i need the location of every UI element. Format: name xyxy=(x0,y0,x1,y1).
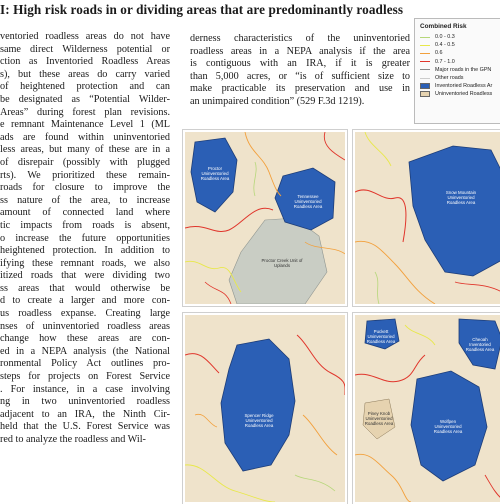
left-column-line: roads for closure to improve the xyxy=(0,182,170,194)
map-panel-3 xyxy=(183,313,347,504)
left-column-line: red to analyze the roadless and Wil- xyxy=(0,434,146,445)
left-column-line: change how these areas are con- xyxy=(0,333,170,345)
left-column-line: ads are found within uninventoried xyxy=(0,131,170,143)
legend-item xyxy=(420,33,500,41)
left-column-line: steps for projects on Forest Service xyxy=(0,371,170,383)
legend-item xyxy=(420,49,500,57)
legend-line-swatch xyxy=(420,69,430,70)
map-2-label-1: Snow Mountain Uninventoried Roadless Area xyxy=(445,190,477,205)
map-4-label-4: Wolfpen Uninventoried Roadless Area xyxy=(433,419,463,434)
left-column-line: of heightened protection and can xyxy=(0,81,170,93)
left-column-line: . For instance, in a case involving xyxy=(0,383,170,395)
map-panel-1 xyxy=(183,130,347,306)
middle-column-line: an unimpaired condition” (529 F.3d 1219). xyxy=(190,95,365,107)
map-4-label-1: Puckett Uninventoried Roadless Area xyxy=(366,329,396,344)
legend-area-swatch xyxy=(420,91,430,97)
legend-item xyxy=(420,90,500,98)
left-column-line: ss nature of the area, to increase xyxy=(0,194,170,206)
left-text-column xyxy=(0,31,170,447)
map-1-graphic xyxy=(185,132,345,304)
left-column-line: ifying these remnant roads, we also xyxy=(0,257,170,269)
map-1-label-2: Tennessee Uninventoried Roadless Area xyxy=(293,194,323,209)
legend-line-swatch xyxy=(420,37,430,38)
left-column-line: adjacent to an IRA, the Ninth Cir- xyxy=(0,408,170,420)
legend-item xyxy=(420,74,500,82)
left-column-line: s), but these areas do carry varied xyxy=(0,68,170,80)
left-column-line: be designated as “Potential Wilder- xyxy=(0,93,170,105)
legend-item-label: 0.0 - 0.3 xyxy=(435,34,455,41)
legend-item-label: Other roads xyxy=(435,75,464,82)
legend-item-label: Major roads in the GPN xyxy=(435,66,492,73)
left-column-line: held that the U.S. Forest Service was xyxy=(0,421,170,433)
map-1-label-1: Proctor Uninventoried Roadless Area xyxy=(200,166,230,181)
legend-title: Combined Risk xyxy=(420,23,467,30)
map-2-graphic xyxy=(355,132,500,304)
left-column-line: ventoried roadless areas do not have xyxy=(0,31,170,42)
left-column-line: of disrepair (possibly with plugged xyxy=(0,156,170,168)
left-column-line: e remnant Maintenance Level 1 (ML xyxy=(0,119,170,131)
legend-item-label: 0.6 xyxy=(435,50,443,57)
left-column-line: ss areas that would otherwise be xyxy=(0,282,170,294)
legend-line-swatch xyxy=(420,61,430,62)
middle-column-line: make practicable its preservation and use in xyxy=(190,83,410,95)
left-column-line: same direct Wilderness potential or xyxy=(0,43,170,55)
middle-column-line: is contiguous with an IRA, if it is greater xyxy=(190,58,410,70)
legend-area-swatch xyxy=(420,83,430,89)
map-1-label-3: Proctor Creek Unit of Uplands xyxy=(261,258,303,268)
map-4-label-2: Cheoah Inventoried Roadless Area xyxy=(465,337,495,352)
legend-item-label: 0.7 - 1.0 xyxy=(435,58,455,65)
left-column-line: ng in two uninventoried roadless xyxy=(0,396,170,408)
map-panel-2 xyxy=(353,130,500,306)
left-column-line: itized roads that were dividing two xyxy=(0,270,170,282)
legend-line-swatch xyxy=(420,78,430,79)
legend-item xyxy=(420,58,500,66)
left-column-line: rts). We prioritized these remain- xyxy=(0,169,170,181)
legend-line-swatch xyxy=(420,53,430,54)
legend-item-label: 0.4 - 0.5 xyxy=(435,42,455,49)
map-3-label-1: Spencer Ridge Uninventoried Roadless Area xyxy=(244,413,274,428)
left-column-line: heightened protection. In addition to xyxy=(0,245,170,257)
middle-text-column xyxy=(190,33,410,109)
legend-item-label: Inventoried Roadless Ar xyxy=(435,83,493,90)
left-column-line: ed in a NEPA analysis (the National xyxy=(0,345,170,357)
legend-line-swatch xyxy=(420,45,430,46)
left-column-line: Areas” during forest plan revisions. xyxy=(0,106,170,118)
map-panel-4 xyxy=(353,313,500,504)
left-column-line: amount of connected land where xyxy=(0,207,170,219)
left-column-line: d to create a larger and more con- xyxy=(0,295,170,307)
middle-column-line: derness characteristics of the uninventoried xyxy=(190,33,410,44)
left-column-line: nses of uninventoried roadless areas xyxy=(0,320,170,332)
section-heading: I: High risk roads in or dividing areas that are predominantly roadless xyxy=(0,2,404,17)
legend-item xyxy=(420,66,500,74)
left-column-line: us roadless expanse. Creating large xyxy=(0,308,170,320)
map-3-graphic xyxy=(185,315,345,502)
left-column-line: o increase the future opportunities xyxy=(0,232,170,244)
map-4-label-3: Piney Knob Uninventoried Roadless Area xyxy=(364,411,394,426)
legend-item-label: Uninventoried Roadless xyxy=(435,91,493,98)
legend-item xyxy=(420,82,500,90)
middle-column-line: than 5,000 acres, or “is of sufficient size to xyxy=(190,70,410,82)
legend-item xyxy=(420,41,500,49)
map-legend xyxy=(414,18,500,124)
middle-column-line: roadless areas in a NEPA analysis if the area xyxy=(190,45,410,57)
left-column-line: tic impacts from roads is absent, xyxy=(0,219,170,231)
left-column-line: ronmental Policy Act outlines pro- xyxy=(0,358,170,370)
legend-items xyxy=(415,33,500,99)
left-column-line: ction as Inventoried Roadless Areas xyxy=(0,56,170,68)
left-column-line: less areas, but many of these are in a xyxy=(0,144,170,156)
